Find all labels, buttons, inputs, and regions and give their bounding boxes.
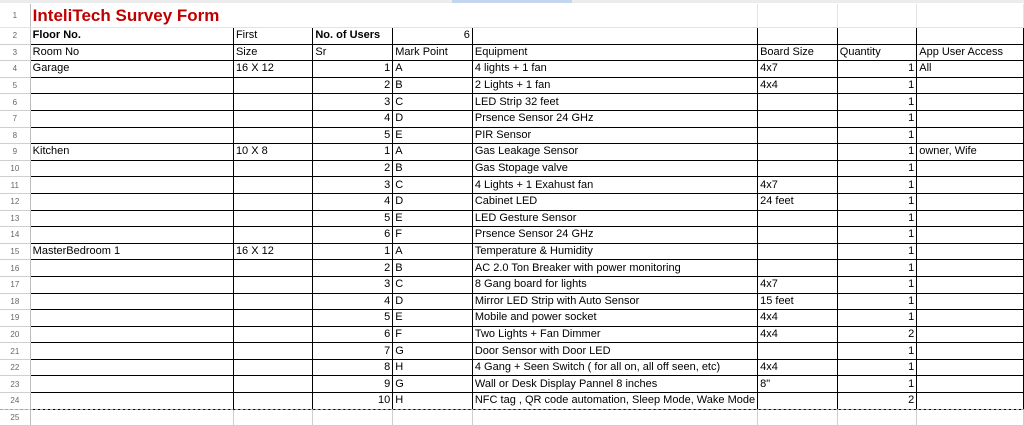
quantity-cell[interactable]: 1 xyxy=(837,144,916,161)
size-cell[interactable] xyxy=(233,227,312,244)
equipment-cell[interactable]: Temperature & Humidity xyxy=(472,243,757,260)
form-title[interactable]: InteliTech Survey Form xyxy=(30,4,757,28)
equipment-cell[interactable]: Mirror LED Strip with Auto Sensor xyxy=(472,293,757,310)
room-no-cell[interactable] xyxy=(30,359,233,376)
cell[interactable] xyxy=(917,28,1024,45)
table-row xyxy=(0,393,1024,410)
row-number: 14 xyxy=(0,227,30,244)
room-no-cell[interactable] xyxy=(30,77,233,94)
size-cell[interactable] xyxy=(233,326,312,343)
row-number: 19 xyxy=(0,310,30,327)
mark-point-cell[interactable]: E xyxy=(393,210,473,227)
size-cell[interactable] xyxy=(233,293,312,310)
quantity-cell[interactable]: 1 xyxy=(837,77,916,94)
size-cell[interactable] xyxy=(233,376,312,393)
quantity-cell[interactable]: 1 xyxy=(837,293,916,310)
size-cell[interactable] xyxy=(233,310,312,327)
room-no-cell[interactable] xyxy=(30,260,233,277)
row-number: 3 xyxy=(0,44,30,61)
sr-cell[interactable]: 8 xyxy=(313,359,393,376)
app-user-access-cell[interactable] xyxy=(917,227,1024,244)
mark-point-cell[interactable]: E xyxy=(393,127,473,144)
board-size-cell[interactable]: 8" xyxy=(758,376,838,393)
floor-label-cell[interactable]: Floor No. xyxy=(30,28,233,45)
app-user-access-cell[interactable] xyxy=(917,260,1024,277)
row-number: 24 xyxy=(0,393,30,410)
mark-point-cell[interactable]: D xyxy=(393,193,473,210)
quantity-cell[interactable]: 1 xyxy=(837,376,916,393)
app-user-access-cell[interactable] xyxy=(917,127,1024,144)
board-size-cell[interactable] xyxy=(758,243,838,260)
title-row xyxy=(0,4,1024,28)
equipment-cell[interactable]: LED Strip 32 feet xyxy=(472,94,757,111)
room-no-cell[interactable]: Kitchen xyxy=(30,144,233,161)
mark-point-cell[interactable]: C xyxy=(393,177,473,194)
app-user-access-cell[interactable] xyxy=(917,293,1024,310)
header-app-user-access[interactable]: App User Access xyxy=(917,44,1024,61)
users-label-cell[interactable]: No. of Users xyxy=(313,28,393,45)
column-header-strip xyxy=(0,0,1024,3)
equipment-cell[interactable]: Door Sensor with Door LED xyxy=(472,343,757,360)
floor-value-cell[interactable]: First xyxy=(233,28,312,45)
row-number: 18 xyxy=(0,293,30,310)
size-cell[interactable] xyxy=(233,193,312,210)
row-number: 17 xyxy=(0,276,30,293)
row-number: 4 xyxy=(0,61,30,78)
board-size-cell[interactable] xyxy=(758,110,838,127)
size-cell[interactable]: 16 X 12 xyxy=(233,61,312,78)
room-no-cell[interactable] xyxy=(30,276,233,293)
room-no-cell[interactable] xyxy=(30,193,233,210)
board-size-cell[interactable]: 4x7 xyxy=(758,177,838,194)
app-user-access-cell[interactable]: All xyxy=(917,61,1024,78)
table-row xyxy=(0,94,1024,111)
table-row xyxy=(0,276,1024,293)
app-user-access-cell[interactable] xyxy=(917,393,1024,410)
equipment-cell[interactable]: Mobile and power socket xyxy=(472,310,757,327)
table-row xyxy=(0,193,1024,210)
equipment-cell[interactable]: PIR Sensor xyxy=(472,127,757,144)
selected-column-indicator xyxy=(452,0,572,3)
row-number: 12 xyxy=(0,193,30,210)
equipment-cell[interactable]: 4 lights + 1 fan xyxy=(472,61,757,78)
header-mark-point[interactable]: Mark Point xyxy=(393,44,473,61)
sr-cell[interactable]: 3 xyxy=(313,276,393,293)
size-cell[interactable] xyxy=(233,127,312,144)
equipment-cell[interactable]: Gas Leakage Sensor xyxy=(472,144,757,161)
size-cell[interactable] xyxy=(233,393,312,410)
header-equipment[interactable]: Equipment xyxy=(472,44,757,61)
app-user-access-cell[interactable] xyxy=(917,243,1024,260)
header-room-no[interactable]: Room No xyxy=(30,44,233,61)
mark-point-cell[interactable]: A xyxy=(393,144,473,161)
sr-cell[interactable]: 5 xyxy=(313,210,393,227)
room-no-cell[interactable] xyxy=(30,293,233,310)
board-size-cell[interactable]: 4x4 xyxy=(758,310,838,327)
equipment-cell[interactable]: Prsence Sensor 24 GHz xyxy=(472,110,757,127)
cell[interactable] xyxy=(758,28,838,45)
board-size-cell[interactable]: 24 feet xyxy=(758,193,838,210)
board-size-cell[interactable] xyxy=(758,393,838,410)
size-cell[interactable] xyxy=(233,276,312,293)
quantity-cell[interactable]: 1 xyxy=(837,276,916,293)
board-size-cell[interactable] xyxy=(758,160,838,177)
board-size-cell[interactable]: 4x4 xyxy=(758,326,838,343)
cell[interactable] xyxy=(758,4,838,28)
board-size-cell[interactable] xyxy=(758,127,838,144)
mark-point-cell[interactable]: H xyxy=(393,393,473,410)
equipment-cell[interactable]: LED Gesture Sensor xyxy=(472,210,757,227)
board-size-cell[interactable] xyxy=(758,210,838,227)
row-number: 20 xyxy=(0,326,30,343)
sr-cell[interactable]: 6 xyxy=(313,326,393,343)
row-number: 2 xyxy=(0,28,30,45)
board-size-cell[interactable]: 15 feet xyxy=(758,293,838,310)
room-no-cell[interactable] xyxy=(30,326,233,343)
equipment-cell[interactable]: 4 Gang + Seen Switch ( for all on, all off seen, etc) xyxy=(472,359,757,376)
sr-cell[interactable]: 2 xyxy=(313,160,393,177)
equipment-cell[interactable]: Two Lights + Fan Dimmer xyxy=(472,326,757,343)
equipment-cell[interactable]: 8 Gang board for lights xyxy=(472,276,757,293)
table-row xyxy=(0,243,1024,260)
board-size-cell[interactable]: 4x4 xyxy=(758,77,838,94)
mark-point-cell[interactable]: G xyxy=(393,343,473,360)
app-user-access-cell[interactable] xyxy=(917,310,1024,327)
equipment-cell[interactable]: Cabinet LED xyxy=(472,193,757,210)
room-no-cell[interactable] xyxy=(30,343,233,360)
quantity-cell[interactable]: 1 xyxy=(837,110,916,127)
mark-point-cell[interactable]: C xyxy=(393,276,473,293)
room-no-cell[interactable]: MasterBedroom 1 xyxy=(30,243,233,260)
equipment-cell[interactable]: Gas Stopage valve xyxy=(472,160,757,177)
sr-cell[interactable]: 1 xyxy=(313,243,393,260)
app-user-access-cell[interactable] xyxy=(917,376,1024,393)
app-user-access-cell[interactable] xyxy=(917,193,1024,210)
sr-cell[interactable]: 3 xyxy=(313,94,393,111)
mark-point-cell[interactable]: D xyxy=(393,110,473,127)
sr-cell[interactable]: 1 xyxy=(313,61,393,78)
table-row xyxy=(0,61,1024,78)
row-number: 15 xyxy=(0,243,30,260)
room-no-cell[interactable] xyxy=(30,110,233,127)
quantity-cell[interactable]: 1 xyxy=(837,260,916,277)
header-board-size[interactable]: Board Size xyxy=(758,44,838,61)
quantity-cell[interactable]: 1 xyxy=(837,210,916,227)
quantity-cell[interactable]: 1 xyxy=(837,193,916,210)
quantity-cell[interactable]: 2 xyxy=(837,326,916,343)
mark-point-cell[interactable]: E xyxy=(393,310,473,327)
row-number: 9 xyxy=(0,144,30,161)
users-value-cell[interactable]: 6 xyxy=(393,28,473,45)
size-cell[interactable] xyxy=(233,343,312,360)
quantity-cell[interactable]: 1 xyxy=(837,359,916,376)
size-cell[interactable] xyxy=(233,77,312,94)
row-number: 10 xyxy=(0,160,30,177)
mark-point-cell[interactable]: D xyxy=(393,293,473,310)
row-number: 6 xyxy=(0,94,30,111)
room-no-cell[interactable] xyxy=(30,310,233,327)
board-size-cell[interactable] xyxy=(758,94,838,111)
column-headers-row xyxy=(0,44,1024,61)
table-row xyxy=(0,359,1024,376)
mark-point-cell[interactable]: F xyxy=(393,326,473,343)
quantity-cell[interactable]: 1 xyxy=(837,177,916,194)
quantity-cell[interactable]: 1 xyxy=(837,127,916,144)
board-size-cell[interactable] xyxy=(758,144,838,161)
size-cell[interactable]: 10 X 8 xyxy=(233,144,312,161)
app-user-access-cell[interactable] xyxy=(917,77,1024,94)
row-number: 13 xyxy=(0,210,30,227)
equipment-cell[interactable]: Prsence Sensor 24 GHz xyxy=(472,227,757,244)
cell[interactable] xyxy=(917,4,1024,28)
board-size-cell[interactable] xyxy=(758,227,838,244)
table-row xyxy=(0,77,1024,94)
cell[interactable] xyxy=(837,28,916,45)
table-row xyxy=(0,110,1024,127)
cell[interactable] xyxy=(837,4,916,28)
app-user-access-cell[interactable]: owner, Wife xyxy=(917,144,1024,161)
room-no-cell[interactable] xyxy=(30,210,233,227)
size-cell[interactable] xyxy=(233,260,312,277)
table-row xyxy=(0,210,1024,227)
mark-point-cell[interactable]: F xyxy=(393,227,473,244)
sr-cell[interactable]: 2 xyxy=(313,77,393,94)
table-row xyxy=(0,376,1024,393)
row-number: 25 xyxy=(0,409,30,426)
size-cell[interactable] xyxy=(233,210,312,227)
room-no-cell[interactable] xyxy=(30,393,233,410)
sr-cell[interactable]: 7 xyxy=(313,343,393,360)
app-user-access-cell[interactable] xyxy=(917,210,1024,227)
sr-cell[interactable]: 4 xyxy=(313,293,393,310)
row-number: 21 xyxy=(0,343,30,360)
room-no-cell[interactable] xyxy=(30,177,233,194)
size-cell[interactable] xyxy=(233,359,312,376)
app-user-access-cell[interactable] xyxy=(917,160,1024,177)
floor-row xyxy=(0,28,1024,45)
sr-cell[interactable]: 5 xyxy=(313,310,393,327)
app-user-access-cell[interactable] xyxy=(917,110,1024,127)
quantity-cell[interactable]: 2 xyxy=(837,393,916,410)
size-cell[interactable] xyxy=(233,94,312,111)
mark-point-cell[interactable]: B xyxy=(393,260,473,277)
app-user-access-cell[interactable] xyxy=(917,343,1024,360)
sr-cell[interactable]: 4 xyxy=(313,193,393,210)
board-size-cell[interactable]: 4x7 xyxy=(758,276,838,293)
quantity-cell[interactable]: 1 xyxy=(837,310,916,327)
sr-cell[interactable]: 3 xyxy=(313,177,393,194)
mark-point-cell[interactable]: G xyxy=(393,376,473,393)
row-number: 11 xyxy=(0,177,30,194)
mark-point-cell[interactable]: C xyxy=(393,94,473,111)
mark-point-cell[interactable]: B xyxy=(393,77,473,94)
cell[interactable] xyxy=(472,28,757,45)
sr-cell[interactable]: 5 xyxy=(313,127,393,144)
table-row xyxy=(0,144,1024,161)
app-user-access-cell[interactable] xyxy=(917,326,1024,343)
room-no-cell[interactable] xyxy=(30,376,233,393)
equipment-cell[interactable]: NFC tag , QR code automation, Sleep Mode, Wake Mode xyxy=(472,393,757,410)
table-row xyxy=(0,293,1024,310)
mark-point-cell[interactable]: H xyxy=(393,359,473,376)
app-user-access-cell[interactable] xyxy=(917,276,1024,293)
app-user-access-cell[interactable] xyxy=(917,177,1024,194)
row-number: 16 xyxy=(0,260,30,277)
table-row xyxy=(0,260,1024,277)
sr-cell[interactable]: 10 xyxy=(313,393,393,410)
quantity-cell[interactable]: 1 xyxy=(837,343,916,360)
room-no-cell[interactable]: Garage xyxy=(30,61,233,78)
table-row xyxy=(0,127,1024,144)
header-quantity[interactable]: Quantity xyxy=(837,44,916,61)
sr-cell[interactable]: 9 xyxy=(313,376,393,393)
equipment-cell[interactable]: 2 Lights + 1 fan xyxy=(472,77,757,94)
equipment-cell[interactable]: 4 Lights + 1 Exahust fan xyxy=(472,177,757,194)
table-row xyxy=(0,227,1024,244)
room-no-cell[interactable] xyxy=(30,127,233,144)
table-row xyxy=(0,160,1024,177)
quantity-cell[interactable]: 1 xyxy=(837,61,916,78)
room-no-cell[interactable] xyxy=(30,160,233,177)
table-row xyxy=(0,310,1024,327)
room-no-cell[interactable] xyxy=(30,94,233,111)
app-user-access-cell[interactable] xyxy=(917,359,1024,376)
table-row xyxy=(0,177,1024,194)
row-number: 8 xyxy=(0,127,30,144)
sr-cell[interactable]: 6 xyxy=(313,227,393,244)
equipment-cell[interactable]: AC 2.0 Ton Breaker with power monitoring xyxy=(472,260,757,277)
size-cell[interactable] xyxy=(233,177,312,194)
quantity-cell[interactable]: 1 xyxy=(837,160,916,177)
quantity-cell[interactable]: 1 xyxy=(837,243,916,260)
row-number: 1 xyxy=(0,4,30,28)
row-number: 23 xyxy=(0,376,30,393)
room-no-cell[interactable] xyxy=(30,227,233,244)
app-user-access-cell[interactable] xyxy=(917,94,1024,111)
table-row xyxy=(0,326,1024,343)
board-size-cell[interactable]: 4x7 xyxy=(758,61,838,78)
quantity-cell[interactable]: 1 xyxy=(837,94,916,111)
sr-cell[interactable]: 1 xyxy=(313,144,393,161)
board-size-cell[interactable]: 4x4 xyxy=(758,359,838,376)
row-number: 7 xyxy=(0,110,30,127)
mark-point-cell[interactable]: B xyxy=(393,160,473,177)
equipment-cell[interactable]: Wall or Desk Display Pannel 8 inches xyxy=(472,376,757,393)
mark-point-cell[interactable]: A xyxy=(393,61,473,78)
size-cell[interactable]: 16 X 12 xyxy=(233,243,312,260)
quantity-cell[interactable]: 1 xyxy=(837,227,916,244)
mark-point-cell[interactable]: A xyxy=(393,243,473,260)
size-cell[interactable] xyxy=(233,110,312,127)
size-cell[interactable] xyxy=(233,160,312,177)
row-number: 22 xyxy=(0,359,30,376)
board-size-cell[interactable] xyxy=(758,343,838,360)
sr-cell[interactable]: 4 xyxy=(313,110,393,127)
row-number: 5 xyxy=(0,77,30,94)
table-row xyxy=(0,343,1024,360)
header-sr[interactable]: Sr xyxy=(313,44,393,61)
header-size[interactable]: Size xyxy=(233,44,312,61)
survey-table xyxy=(0,4,1024,426)
sr-cell[interactable]: 2 xyxy=(313,260,393,277)
board-size-cell[interactable] xyxy=(758,260,838,277)
